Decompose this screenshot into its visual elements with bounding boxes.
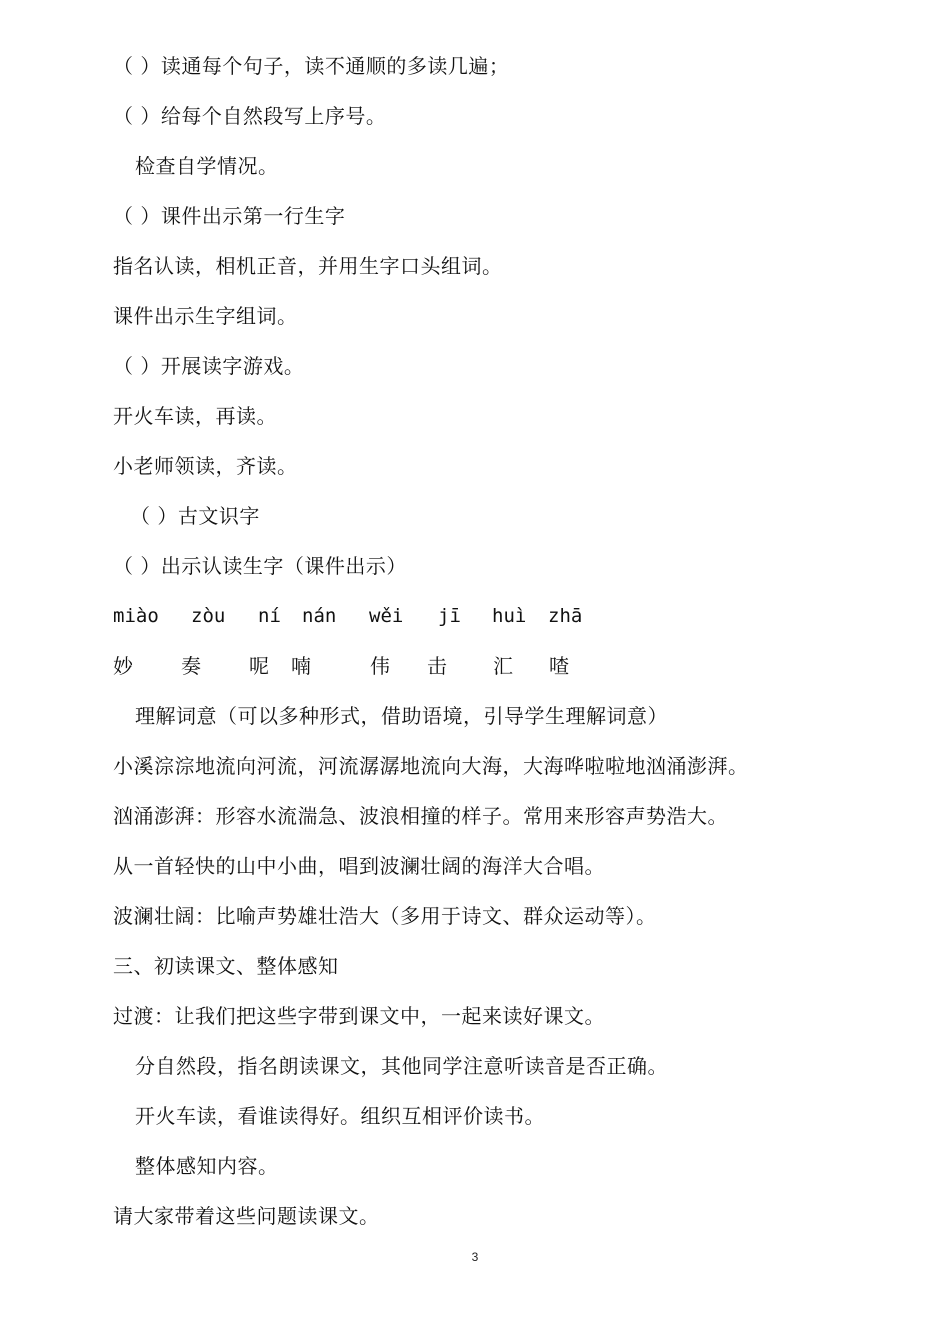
- pinyin-item: miào: [113, 605, 159, 627]
- character-item: 伟: [370, 654, 390, 678]
- character-item: 喃: [291, 654, 311, 678]
- text-line: 分自然段，指名朗读课文，其他同学注意听读音是否正确。: [135, 1054, 668, 1078]
- text-line: 理解词意（可以多种形式，借助语境，引导学生理解词意）: [135, 704, 668, 728]
- text-line: 从一首轻快的山中小曲，唱到波澜壮阔的海洋大合唱。: [113, 854, 605, 878]
- text-line: 检查自学情况。: [135, 154, 279, 178]
- pinyin-item: ní: [258, 605, 281, 627]
- character-item: 呢: [249, 654, 269, 678]
- text-line: 开火车读，再读。: [113, 404, 277, 428]
- text-line: 波澜壮阔：比喻声势雄壮浩大（多用于诗文、群众运动等）。: [113, 904, 657, 928]
- character-item: 妙: [113, 654, 133, 678]
- text-line: （ ）出示认读生字（课件出示）: [113, 554, 407, 578]
- character-item: 奏: [181, 654, 201, 678]
- section-heading: 三、初读课文、整体感知: [113, 954, 339, 978]
- pinyin-item: jī: [438, 605, 461, 627]
- pinyin-item: wěi: [369, 605, 404, 627]
- text-line: 小溪淙淙地流向河流，河流潺潺地流向大海，大海哗啦啦地汹涌澎湃。: [113, 754, 749, 778]
- text-line: 汹涌澎湃：形容水流湍急、波浪相撞的样子。常用来形容声势浩大。: [113, 804, 728, 828]
- text-line: 小老师领读，齐读。: [113, 454, 298, 478]
- text-line: 请大家带着这些问题读课文。: [113, 1204, 380, 1228]
- character-row: [0, 652, 950, 680]
- pinyin-item: zòu: [191, 605, 226, 627]
- text-line: （ ）古文识字: [130, 504, 260, 528]
- pinyin-row: [0, 602, 950, 630]
- text-line: （ ）开展读字游戏。: [113, 354, 305, 378]
- text-line: 过渡：让我们把这些字带到课文中，一起来读好课文。: [113, 1004, 605, 1028]
- text-line: 整体感知内容。: [135, 1154, 279, 1178]
- text-line: 指名认读，相机正音，并用生字口头组词。: [113, 254, 503, 278]
- pinyin-item: zhā: [548, 605, 583, 627]
- page-number: 3: [471, 1250, 479, 1264]
- text-line: （ ）读通每个句子，读不通顺的多读几遍；: [113, 54, 510, 78]
- text-line: 开火车读，看谁读得好。组织互相评价读书。: [135, 1104, 545, 1128]
- text-line: 课件出示生字组词。: [113, 304, 298, 328]
- pinyin-item: huì: [492, 605, 527, 627]
- character-item: 击: [427, 654, 447, 678]
- text-line: （ ）给每个自然段写上序号。: [113, 104, 387, 128]
- character-item: 汇: [493, 654, 513, 678]
- character-item: 喳: [549, 654, 569, 678]
- pinyin-item: nán: [302, 605, 337, 627]
- text-line: （ ）课件出示第一行生字: [113, 204, 346, 228]
